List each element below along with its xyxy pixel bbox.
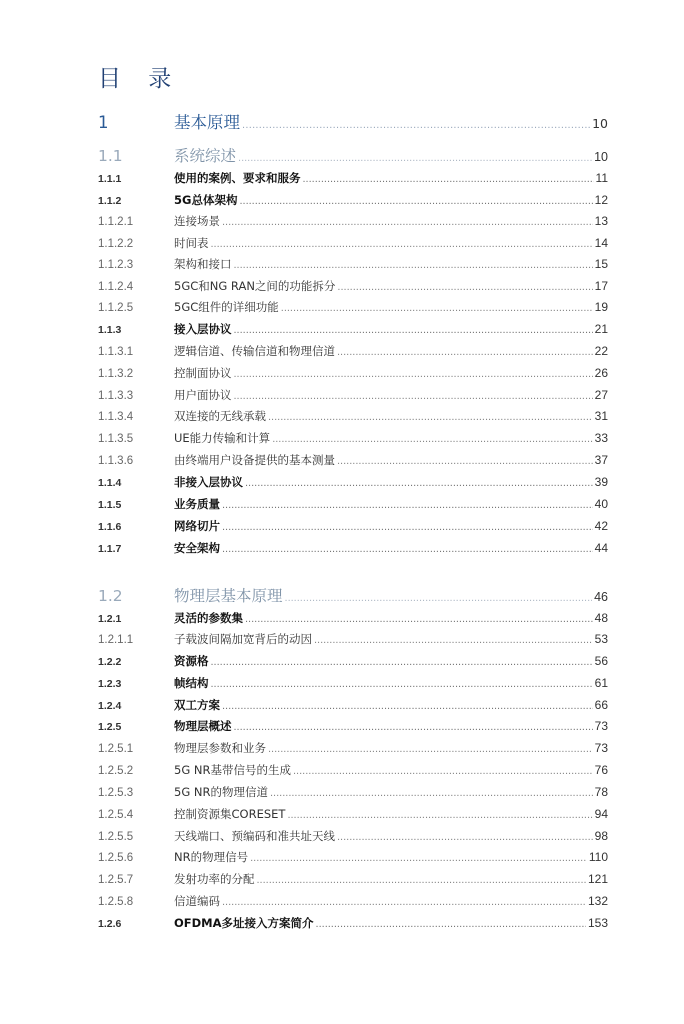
toc-entry[interactable]: [98, 408, 608, 424]
toc-dot-leader: [238, 152, 592, 164]
toc-dot-leader: [211, 238, 593, 250]
toc-entry-number: 1: [98, 113, 109, 132]
toc-entry-title: 帧结构: [174, 676, 209, 690]
toc-entry-number: 1.2.5.3: [98, 787, 134, 799]
toc-dot-leader: [337, 831, 593, 843]
toc-dot-leader: [281, 302, 593, 314]
toc-entry-number: 1.1.4: [98, 477, 122, 489]
toc-entry-number: 1.2.1.1: [98, 634, 134, 646]
toc-entry-title: 天线端口、预编码和准共址天线: [174, 829, 335, 843]
toc-entry-number: 1.2: [98, 587, 123, 605]
toc-entry[interactable]: [98, 235, 608, 251]
toc-dot-leader: [268, 411, 593, 423]
toc-dot-leader: [211, 678, 593, 690]
toc-entry[interactable]: [98, 762, 608, 778]
toc-entry-title: 双工方案: [174, 698, 220, 712]
toc-entry-title: 5G NR基带信号的生成: [174, 763, 291, 777]
toc-dot-leader: [234, 324, 593, 336]
toc-entry[interactable]: [98, 343, 608, 359]
toc-entry[interactable]: [98, 170, 608, 186]
toc-entry-page: 19: [594, 300, 608, 314]
toc-entry-title: 使用的案例、要求和服务: [174, 171, 301, 185]
toc-entry-title: 连接场景: [174, 214, 220, 228]
toc-entry[interactable]: [98, 430, 608, 446]
toc-dot-leader: [222, 543, 593, 555]
toc-entry-page: 78: [594, 785, 608, 799]
toc-entry-title: 5GC和NG RAN之间的功能拆分: [174, 279, 336, 293]
toc-entry-number: 1.1.2.1: [98, 216, 134, 228]
toc-entry[interactable]: [98, 474, 608, 490]
toc-dot-leader: [337, 281, 592, 293]
toc-entry-page: 17: [594, 279, 608, 293]
toc-entry[interactable]: [98, 718, 608, 734]
toc-entry-number: 1.1.6: [98, 521, 122, 533]
toc-entry[interactable]: [98, 452, 608, 468]
toc-entry-number: 1.2.5.8: [98, 896, 134, 908]
toc-entry-page: 26: [594, 366, 608, 380]
toc-entry[interactable]: [98, 871, 608, 887]
toc-entry-title: 非接入层协议: [174, 475, 243, 489]
toc-dot-leader: [234, 721, 593, 733]
toc-entry-page: 13: [594, 214, 608, 228]
toc-entry-page: 21: [594, 322, 608, 336]
toc-entry-title: 物理层参数和业务: [174, 741, 266, 755]
toc-entry-page: 12: [594, 193, 608, 207]
toc-entry-page: 22: [594, 344, 608, 358]
toc-entry-number: 1.1.3.3: [98, 390, 134, 402]
toc-dot-leader: [222, 700, 593, 712]
toc-dot-leader: [257, 874, 586, 886]
toc-entry-title: 由终端用户设备提供的基本测量: [174, 453, 335, 467]
toc-entry-number: 1.2.2: [98, 656, 122, 668]
toc-dot-leader: [287, 809, 592, 821]
toc-entry[interactable]: [98, 192, 608, 208]
toc-entry-title: 系统综述: [174, 147, 237, 165]
toc-entry-number: 1.2.1: [98, 613, 122, 625]
toc-entry-number: 1.2.4: [98, 700, 122, 712]
toc-entry-number: 1.1.2: [98, 195, 122, 207]
toc-entry-title: 灵活的参数集: [174, 611, 243, 625]
toc-dot-leader: [270, 787, 593, 799]
toc-entry[interactable]: [98, 496, 608, 512]
toc-entry-number: 1.2.5.1: [98, 743, 134, 755]
toc-entry-title: 信道编码: [174, 894, 220, 908]
toc-entry-number: 1.2.5.2: [98, 765, 134, 777]
toc-dot-leader: [222, 216, 593, 228]
toc-entry-page: 110: [588, 850, 608, 864]
toc-entry-title: 双连接的无线承载: [174, 409, 266, 423]
toc-entry-title: 发射功率的分配: [174, 872, 255, 886]
toc-entry-number: 1.1.3.2: [98, 368, 134, 380]
toc-entry-number: 1.1.2.5: [98, 302, 134, 314]
toc-entry-title: 物理层概述: [174, 719, 232, 733]
toc-entry[interactable]: [98, 365, 608, 381]
toc-entry[interactable]: [98, 213, 608, 229]
page-title: 目 录: [98, 66, 182, 92]
toc-entry-page: 53: [594, 632, 608, 646]
toc-entry-title: 控制面协议: [174, 366, 232, 380]
toc-entry-page: 132: [587, 894, 608, 908]
toc-entry-number: 1.2.5.4: [98, 809, 134, 821]
toc-entry[interactable]: [98, 653, 608, 669]
toc-entry[interactable]: [98, 109, 608, 133]
toc-entry-number: 1.1.3.6: [98, 455, 134, 467]
toc-dot-leader: [211, 656, 593, 668]
toc-entry[interactable]: [98, 540, 608, 556]
toc-entry-page: 39: [594, 475, 608, 489]
toc-dot-leader: [222, 521, 593, 533]
toc-entry-number: 1.1.3.1: [98, 346, 134, 358]
toc-entry[interactable]: [98, 697, 608, 713]
toc-entry-title: 物理层基本原理: [174, 587, 283, 605]
toc-entry[interactable]: [98, 849, 608, 865]
toc-entry-page: 27: [594, 388, 608, 402]
toc-dot-leader: [222, 499, 593, 511]
toc-entry[interactable]: [98, 740, 608, 756]
toc-entry-number: 1.1.2.3: [98, 259, 134, 271]
toc-entry-title: 控制资源集CORESET: [174, 807, 286, 821]
toc-entry-page: 66: [594, 698, 608, 712]
toc-entry-title: 子载波间隔加宽背后的动因: [174, 632, 312, 646]
toc-dot-leader: [239, 195, 592, 207]
toc-entry-number: 1.2.5.6: [98, 852, 134, 864]
toc-entry-page: 37: [594, 453, 608, 467]
toc-dot-leader: [250, 852, 587, 864]
toc-entry[interactable]: [98, 610, 608, 626]
toc-entry[interactable]: [98, 144, 608, 166]
toc-entry-number: 1.1.3: [98, 324, 122, 336]
toc-dot-leader: [303, 173, 594, 185]
toc-entry-number: 1.1.3.5: [98, 433, 134, 445]
toc-entry-title: 安全架构: [174, 541, 220, 555]
toc-entry-number: 1.1.1: [98, 173, 122, 185]
toc-dot-leader: [222, 896, 586, 908]
toc-dot-leader: [268, 743, 593, 755]
toc-dot-leader: [314, 634, 593, 646]
toc-entry-title: 基本原理: [174, 113, 240, 132]
toc-entry-page: 153: [587, 916, 608, 930]
toc-entry-number: 1.2.3: [98, 678, 122, 690]
toc-entry-page: 10: [592, 116, 608, 131]
toc-entry-title: 资源格: [174, 654, 209, 668]
toc-entry-page: 10: [594, 150, 608, 164]
toc-entry-page: 14: [594, 236, 608, 250]
toc-dot-leader: [285, 592, 593, 604]
toc-entry[interactable]: [98, 915, 608, 931]
toc-entry-title: 时间表: [174, 236, 209, 250]
toc-dot-leader: [337, 346, 593, 358]
toc-entry-number: 1.2.5.5: [98, 831, 134, 843]
toc-entry-page: 44: [594, 541, 608, 555]
toc-entry-page: 121: [587, 872, 608, 886]
toc-dot-leader: [245, 477, 593, 489]
toc-entry-page: 61: [594, 676, 608, 690]
toc-entry[interactable]: [98, 784, 608, 800]
toc-entry[interactable]: [98, 256, 608, 272]
toc-entry-title: 5G总体架构: [174, 193, 238, 207]
toc-entry[interactable]: [98, 675, 608, 691]
toc-entry-page: 46: [594, 590, 608, 604]
toc-dot-leader: [242, 119, 590, 131]
toc-entry-page: 98: [594, 829, 608, 843]
toc-entry[interactable]: [98, 387, 608, 403]
toc-entry-title: 5GC组件的详细功能: [174, 300, 279, 314]
toc-entry-page: 73: [594, 719, 608, 733]
toc-entry-page: 94: [594, 807, 608, 821]
toc-entry-title: NR的物理信号: [174, 850, 249, 864]
toc-entry-number: 1.2.5.7: [98, 874, 134, 886]
toc-entry-title: 业务质量: [174, 497, 220, 511]
toc-entry-page: 31: [594, 409, 608, 423]
toc-entry-number: 1.1.2.4: [98, 281, 134, 293]
toc-dot-leader: [245, 613, 593, 625]
toc-entry[interactable]: [98, 321, 608, 337]
toc-entry[interactable]: [98, 584, 608, 606]
toc-entry-title: UE能力传输和计算: [174, 431, 271, 445]
toc-entry-number: 1.1.3.4: [98, 411, 134, 423]
toc-dot-leader: [316, 918, 586, 930]
toc-entry-title: 接入层协议: [174, 322, 232, 336]
toc-entry-page: 48: [594, 611, 608, 625]
toc-entry[interactable]: [98, 806, 608, 822]
toc-entry-page: 11: [595, 171, 608, 185]
toc-dot-leader: [272, 433, 592, 445]
toc-entry[interactable]: [98, 828, 608, 844]
toc-dot-leader: [293, 765, 593, 777]
toc-entry-title: 逻辑信道、传输信道和物理信道: [174, 344, 335, 358]
toc-entry[interactable]: [98, 518, 608, 534]
toc-entry-page: 40: [594, 497, 608, 511]
toc-entry[interactable]: [98, 299, 608, 315]
toc-entry-number: 1.1.2.2: [98, 238, 134, 250]
toc-entry[interactable]: [98, 631, 608, 647]
toc-entry-number: 1.1: [98, 147, 123, 165]
toc-dot-leader: [234, 368, 593, 380]
toc-entry-number: 1.2.5: [98, 721, 122, 733]
toc-entry-page: 42: [594, 519, 608, 533]
toc-entry-page: 56: [594, 654, 608, 668]
toc-entry-title: 5G NR的物理信道: [174, 785, 268, 799]
toc-entry-title: 架构和接口: [174, 257, 232, 271]
toc-dot-leader: [337, 455, 593, 467]
toc-entry-title: 网络切片: [174, 519, 220, 533]
toc-dot-leader: [234, 390, 593, 402]
toc-entry-number: 1.1.7: [98, 543, 122, 555]
toc-entry-page: 33: [594, 431, 608, 445]
toc-entry-number: 1.1.5: [98, 499, 122, 511]
toc-entry-page: 73: [594, 741, 608, 755]
toc-entry-title: 用户面协议: [174, 388, 232, 402]
toc-entry[interactable]: [98, 893, 608, 909]
toc-entry-title: OFDMA多址接入方案简介: [174, 916, 314, 930]
toc-entry-page: 15: [594, 257, 608, 271]
toc-entry-number: 1.2.6: [98, 918, 122, 930]
toc-entry-page: 76: [594, 763, 608, 777]
toc-dot-leader: [234, 259, 593, 271]
toc-entry[interactable]: [98, 278, 608, 294]
